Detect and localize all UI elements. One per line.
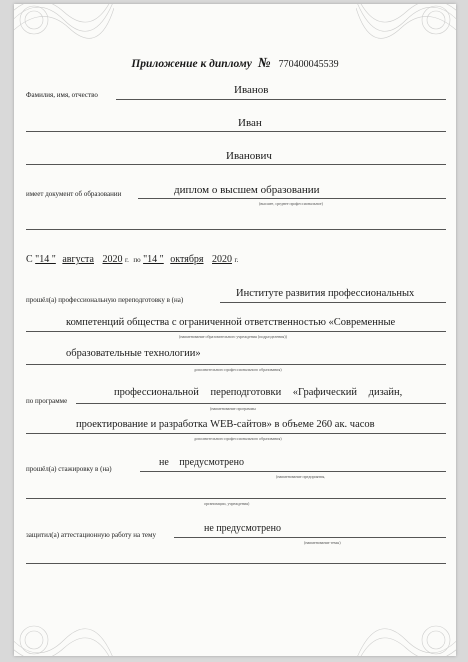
retraining-line-1 xyxy=(220,302,446,303)
first-name: Иван xyxy=(238,117,262,129)
internship-caption-2: организации, учреждения) xyxy=(204,501,250,506)
retraining-label: прошёл(а) профессиональную переподготовку в (на) xyxy=(26,296,184,304)
program-name-1: профессиональной переподготовки «Графический дизайн, xyxy=(114,387,403,398)
retraining-line-2 xyxy=(26,331,446,332)
to-year: 2020 xyxy=(212,254,233,265)
corner-ornament-icon xyxy=(14,610,114,656)
internship-line-1 xyxy=(140,471,446,472)
retraining-institution-1: Институте развития профессиональных xyxy=(236,288,415,299)
retraining-caption-1: (наименование образовательного учреждения (подразделения)) xyxy=(179,334,287,339)
program-label: по программе xyxy=(26,397,68,405)
year-suffix: г. xyxy=(124,256,129,264)
program-caption-2: дополнительного профессионального образования) xyxy=(194,436,282,441)
education-line xyxy=(138,198,446,199)
internship-value: не предусмотрено xyxy=(159,457,244,468)
year-suffix: г. xyxy=(234,256,239,264)
blank-line xyxy=(26,229,446,230)
to-label: по xyxy=(133,256,141,264)
blank-line xyxy=(26,563,446,564)
retraining-institution-3: образовательные технологии» xyxy=(66,348,201,359)
education-caption: (высшее, среднее профессиональное) xyxy=(259,201,323,206)
patronymic-line xyxy=(26,164,446,165)
from-month: августа xyxy=(62,254,94,265)
fio-label: Фамилия, имя, отчество xyxy=(26,91,98,99)
to-month: октября xyxy=(170,254,204,265)
retraining-line-3 xyxy=(26,364,446,365)
fio-line xyxy=(116,99,446,100)
program-line-1 xyxy=(76,403,446,404)
number-sign: № xyxy=(257,56,271,71)
thesis-line xyxy=(174,537,446,538)
program-line-2 xyxy=(26,433,446,434)
first-name-line xyxy=(26,131,446,132)
corner-ornament-icon xyxy=(14,4,114,50)
document-title: Приложение к диплому № 770400045539 xyxy=(131,56,339,71)
corner-ornament-icon xyxy=(356,4,456,50)
document-header xyxy=(14,54,456,72)
last-name: Иванов xyxy=(234,84,269,96)
diploma-supplement-sheet xyxy=(14,4,456,656)
retraining-caption-2: дополнительного профессионального образования) xyxy=(194,367,282,372)
corner-ornament-icon xyxy=(356,610,456,656)
period-row xyxy=(26,254,238,265)
thesis-value: не предусмотрено xyxy=(204,523,281,534)
internship-line-2 xyxy=(26,498,446,499)
from-label: С xyxy=(26,254,33,265)
education-label: имеет документ об образовании xyxy=(26,190,122,198)
from-year: 2020 xyxy=(102,254,123,265)
education-value: диплом о высшем образовании xyxy=(174,184,320,196)
thesis-label: защитил(а) аттестационную работу на тему xyxy=(26,531,156,539)
internship-label: прошёл(а) стажировку в (на) xyxy=(26,465,112,473)
retraining-institution-2: компетенций общества с ограниченной ответственностью «Современные xyxy=(66,317,396,328)
thesis-caption: (наименование темы) xyxy=(304,540,341,545)
program-name-2: проектирование и разработка WEB-сайтов» в объеме 260 ак. часов xyxy=(76,419,375,430)
to-day: "14 " xyxy=(143,254,164,265)
from-day: "14 " xyxy=(35,254,56,265)
patronymic: Иванович xyxy=(226,150,272,162)
internship-caption-1: (наименование предприятия, xyxy=(276,474,326,479)
program-caption-1: (наименование программы xyxy=(210,406,256,411)
diploma-number: 770400045539 xyxy=(278,59,339,70)
